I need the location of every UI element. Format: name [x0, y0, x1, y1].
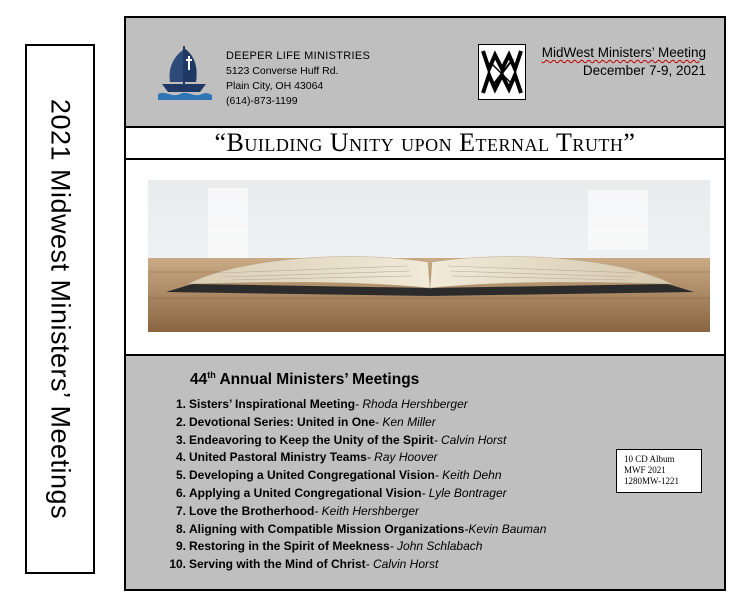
open-bible-photo	[148, 180, 710, 332]
meetings-title: 44th Annual Ministers’ Meetings	[190, 370, 420, 389]
album-line1: 10 CD Album	[624, 454, 675, 464]
theme-text: “Building Unity upon Eternal Truth”	[214, 128, 636, 157]
list-item: 9. Restoring in the Spirit of Meekness- John Schlabach	[175, 539, 483, 554]
list-item: 5. Developing a United Congregational Vision- Keith Dehn	[175, 468, 502, 483]
event-dates: December 7-9, 2021	[582, 63, 706, 78]
cd-spine	[25, 44, 95, 574]
list-item: 3. Endeavoring to Keep the Unity of the Spirit- Calvin Horst	[175, 432, 507, 447]
event-name: MidWest Ministers’ Meeting	[541, 45, 706, 60]
talk-list	[162, 396, 546, 574]
org-name: DEEPER LIFE MINISTRIES	[226, 50, 371, 62]
list-item: 4. United Pastoral Ministry Teams- Ray Hoover	[175, 450, 438, 465]
album-line3: 1280MW-1221	[624, 476, 679, 486]
ship-with-cross-icon	[156, 42, 212, 102]
album-line2: MWF 2021	[624, 465, 666, 475]
spine-title: 2021 Midwest Ministers’ Meetings	[45, 98, 76, 520]
address-line1: 5123 Converse Huff Rd.	[226, 65, 339, 77]
list-item: 2. Devotional Series: United in One- Ken Miller	[175, 414, 436, 429]
address-line2: Plain City, OH 43064	[226, 80, 324, 92]
phone: (614)-873-1199	[226, 95, 298, 107]
photo-area	[126, 160, 724, 356]
theme-banner	[126, 126, 724, 160]
list-item: 6. Applying a United Congregational Vision- Lyle Bontrager	[175, 485, 507, 500]
list-item: 7. Love the Brotherhood- Keith Hershberger	[175, 503, 420, 518]
cd-cover	[124, 16, 726, 591]
list-item: 8. Aligning with Compatible Mission Organizations-Kevin Bauman	[175, 521, 547, 536]
cover-header	[126, 18, 724, 124]
list-item: 1. Sisters’ Inspirational Meeting- Rhoda Hershberger	[175, 397, 468, 411]
organization-info	[226, 49, 370, 109]
event-info	[542, 44, 706, 80]
album-info-box	[616, 449, 702, 493]
meetings-section	[126, 356, 724, 589]
mw-logo-icon	[478, 44, 526, 100]
list-item: 10. Serving with the Mind of Christ- Calvin Horst	[169, 557, 439, 572]
